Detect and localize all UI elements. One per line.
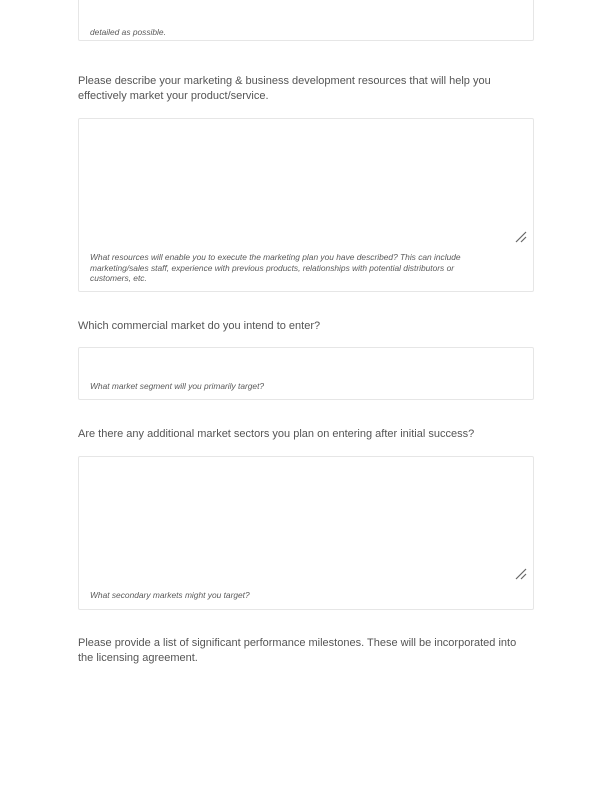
marketing-resources-hint: What resources will enable you to execute the marketing plan you have described? This can include marketing/sales staff, experience with previous products, relationships with potential distributors or customers, etc.	[90, 252, 461, 283]
resize-handle-icon[interactable]	[515, 568, 527, 580]
resize-handle-icon[interactable]	[515, 231, 527, 243]
commercial-market-hint: What market segment will you primarily target?	[90, 381, 265, 391]
marketing-resources-textarea[interactable]	[78, 118, 534, 292]
previous-answer-textarea[interactable]	[78, 0, 534, 41]
additional-sectors-textarea[interactable]	[78, 456, 534, 610]
question-performance-milestones: Please provide a list of significant performance milestones. These will be incorporated into the licensing agreement.	[78, 637, 517, 664]
question-commercial-market: Which commercial market do you intend to enter?	[78, 320, 321, 332]
additional-sectors-hint: What secondary markets might you target?	[90, 590, 250, 600]
question-marketing-resources: Please describe your marketing & business development resources that will help you effectively market your product/service.	[78, 75, 491, 102]
commercial-market-input[interactable]	[78, 347, 534, 400]
question-additional-sectors: Are there any additional market sectors you plan on entering after initial success?	[78, 428, 475, 440]
previous-answer-hint: detailed as possible.	[90, 27, 166, 37]
